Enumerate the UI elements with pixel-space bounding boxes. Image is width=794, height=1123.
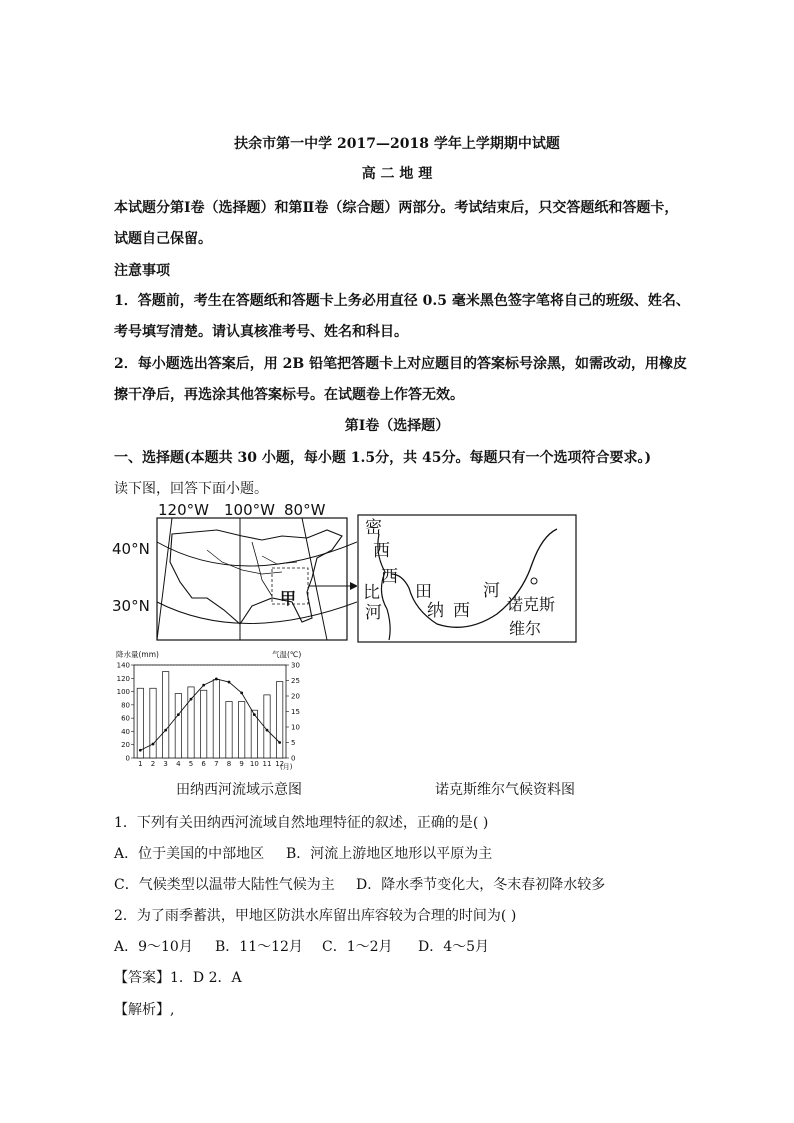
- tennessee-river-map: [357, 514, 578, 644]
- q1-option-a: A．位于美国的中部地区: [114, 846, 265, 862]
- temperature-line: [140, 679, 279, 750]
- temperature-point: [215, 678, 218, 681]
- precip-bar: [264, 695, 270, 758]
- notes-heading: 注意事项: [114, 263, 170, 279]
- precip-bar: [213, 680, 219, 758]
- page-title: 扶余市第一中学 2017—2018 学年上学期期中试题: [234, 136, 560, 152]
- chart-xlabel: (月): [280, 763, 293, 771]
- temperature-point: [190, 698, 193, 701]
- precip-bar: [150, 688, 156, 758]
- svg-text:西: 西: [453, 601, 470, 621]
- precip-bar: [239, 702, 245, 758]
- meridian-120: [157, 518, 172, 640]
- precip-bar: [175, 694, 181, 758]
- temperature-point: [253, 713, 256, 716]
- knoxville-dot: [531, 578, 537, 584]
- marker-jia: 甲: [280, 589, 297, 608]
- svg-text:河: 河: [483, 581, 500, 601]
- chart-x-tick-label: 12: [275, 760, 285, 768]
- note-1-line-2: 考号填写清楚。请认真核准考号、姓名和科目。: [114, 324, 408, 340]
- chart-x-tick-label: 4: [176, 760, 181, 768]
- temperature-point: [152, 743, 155, 746]
- svg-text:比: 比: [363, 583, 380, 603]
- svg-text:田: 田: [415, 582, 432, 602]
- parallel-30: [157, 602, 357, 624]
- section-instruction: 一、选择题(本题共 30 小题，每小题 1.5分，共 45分。每题只有一个选项符合要求。): [114, 450, 652, 466]
- section-title: 第Ⅰ卷（选择题）: [344, 418, 450, 434]
- q2-option-b: B．11～12月: [215, 939, 303, 955]
- svg-text:西: 西: [381, 567, 398, 587]
- chart-left-tick-label: 20: [121, 741, 130, 750]
- question-1: 1．下列有关田纳西河流域自然地理特征的叙述，正确的是( ): [114, 815, 489, 831]
- analysis-text: ,: [170, 1002, 175, 1018]
- lon-label-100: 100°W: [224, 501, 275, 519]
- question-2: 2．为了雨季蓄洪，甲地区防洪水库留出库容较为合理的时间为( ): [114, 908, 517, 924]
- page-subtitle: 高 二 地 理: [361, 166, 433, 182]
- temperature-point: [177, 713, 180, 716]
- chart-left-tick-label: 40: [121, 727, 130, 736]
- analysis-label: 【解析】: [114, 1002, 170, 1018]
- q1-option-c: C．气候类型以温带大陆性气候为主: [114, 877, 335, 893]
- usa-map: [112, 500, 357, 642]
- chart-right-tick-label: 30: [291, 661, 300, 670]
- note-2-line-1: 2．每小题选出答案后，用 2B 铅笔把答题卡上对应题目的答案标号涂黑，如需改动，用橡皮: [114, 356, 688, 372]
- mississippi-river: [252, 542, 272, 596]
- temperature-point: [164, 729, 167, 732]
- analysis-block: [114, 999, 174, 1019]
- caption-right: 诺克斯维尔气候资料图: [435, 782, 575, 798]
- precip-bar: [137, 688, 143, 758]
- chart-ylabel-right: 气温(℃): [272, 650, 302, 659]
- chart-x-tick-label: 10: [249, 760, 259, 768]
- chart-x-tick-label: 11: [262, 760, 272, 768]
- q1-option-b: B．河流上游地区地形以平原为主: [286, 846, 493, 862]
- chart-x-tick-label: 8: [226, 760, 232, 768]
- note-1-line-1: 1．答题前，考生在答题纸和答题卡上务必用直径 0.5 毫米黑色签字笔将自己的班级、姓名、: [114, 293, 690, 309]
- chart-left-tick-label: 140: [116, 661, 130, 670]
- chart-frame: [134, 665, 286, 758]
- chart-ylabel-left: 降水量(mm): [116, 650, 159, 659]
- svg-text:纳: 纳: [427, 601, 444, 621]
- chart-right-tick-label: 10: [291, 723, 300, 732]
- city-knoxville-1: 诺克斯: [507, 595, 556, 614]
- parallel-40: [157, 542, 357, 566]
- precip-bar: [277, 682, 283, 758]
- city-knoxville-2: 维尔: [509, 619, 542, 638]
- chart-right-tick-label: 0: [291, 754, 296, 763]
- intro-line-2: 试题自己保留。: [114, 231, 212, 247]
- read-prompt: 读下图，回答下面小题。: [114, 481, 268, 497]
- temperature-point: [240, 692, 243, 695]
- chart-left-tick-label: 100: [116, 688, 130, 697]
- answer-text: 1．D 2．A: [170, 970, 242, 986]
- lon-label-120: 120°W: [158, 501, 209, 519]
- chart-x-tick-label: 5: [188, 760, 194, 768]
- chart-right-tick-label: 15: [291, 708, 300, 716]
- temperature-point: [278, 741, 281, 744]
- usa-outline: [170, 530, 342, 624]
- answer-label: 【答案】: [114, 970, 170, 986]
- lat-label-40: 40°N: [112, 540, 150, 558]
- precip-bar: [226, 702, 232, 758]
- q2-option-c: C．1～2月: [322, 939, 393, 955]
- chart-left-tick-label: 80: [121, 701, 130, 710]
- q2-option-a: A．9～10月: [114, 939, 193, 955]
- temperature-point: [228, 681, 231, 684]
- temperature-point: [266, 729, 269, 732]
- chart-right-tick-label: 20: [291, 692, 300, 701]
- chart-x-tick-label: 2: [150, 760, 156, 768]
- caption-left: 田纳西河流域示意图: [176, 782, 302, 798]
- chart-x-tick-label: 6: [201, 760, 206, 768]
- precip-bar: [201, 690, 207, 758]
- svg-text:河: 河: [365, 603, 382, 623]
- chart-left-tick-label: 0: [125, 754, 130, 763]
- precip-bar: [163, 672, 169, 758]
- lat-label-30: 30°N: [112, 597, 150, 615]
- climate-chart: [112, 645, 312, 773]
- temperature-point: [139, 749, 142, 752]
- chart-x-tick-label: 3: [163, 760, 168, 768]
- svg-text:西: 西: [373, 541, 390, 561]
- note-2-line-2: 擦干净后，再选涂其他答案标号。在试题卷上作答无效。: [114, 387, 464, 403]
- chart-x-tick-label: 1: [138, 760, 143, 768]
- intro-line-1: 本试题分第Ⅰ卷（选择题）和第Ⅱ卷（综合题）两部分。考试结束后，只交答题纸和答题卡，: [114, 200, 679, 216]
- chart-x-tick-label: 7: [214, 760, 219, 768]
- chart-left-tick-label: 60: [121, 714, 130, 723]
- chart-right-tick-label: 5: [291, 739, 296, 747]
- lon-label-80: 80°W: [284, 501, 326, 519]
- precip-bar: [188, 687, 194, 758]
- svg-text:密: 密: [365, 518, 382, 538]
- temperature-point: [202, 684, 205, 687]
- chart-right-tick-label: 25: [291, 677, 300, 685]
- meridian-80: [302, 518, 327, 640]
- answer-block: [114, 967, 242, 987]
- chart-x-tick-label: 9: [239, 760, 244, 768]
- chart-left-tick-label: 120: [116, 674, 130, 683]
- q1-option-d: D．降水季节变化大，冬末春初降水较多: [356, 877, 606, 893]
- q2-option-d: D．4～5月: [418, 939, 490, 955]
